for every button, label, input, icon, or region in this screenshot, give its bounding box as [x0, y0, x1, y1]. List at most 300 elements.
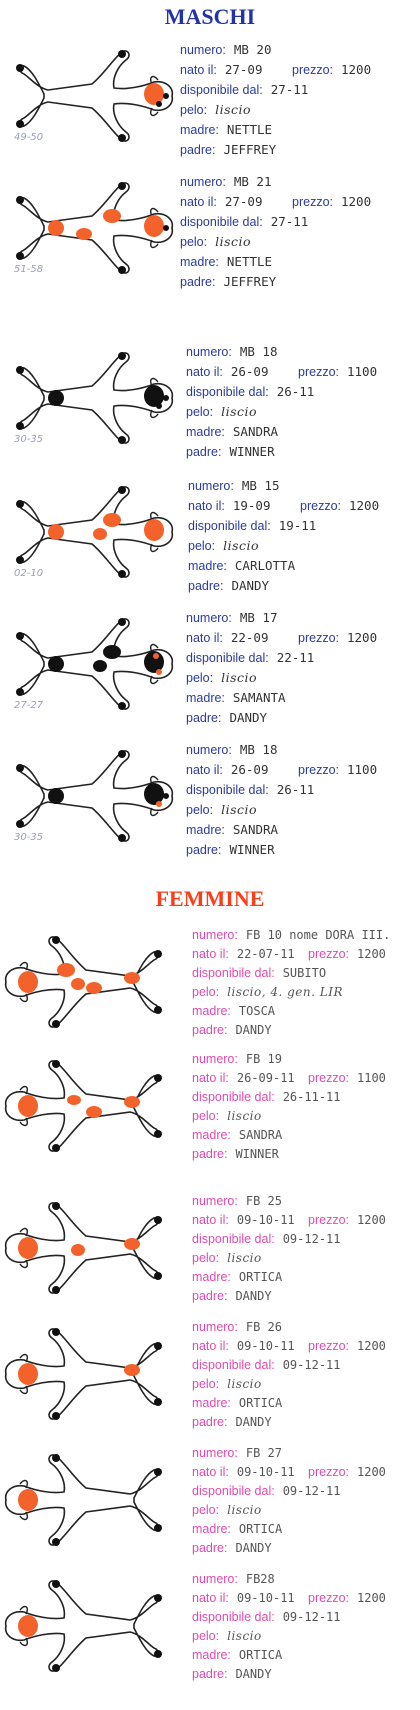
label-madre: madre:: [192, 1396, 231, 1410]
label-madre: madre:: [186, 691, 225, 705]
price-group: [308, 1211, 386, 1230]
coat-spot: [156, 101, 162, 107]
label-disponibile: disponibile dal:: [186, 385, 269, 399]
value-padre: DANDY: [231, 578, 270, 593]
info-row-padre: [192, 1021, 390, 1040]
value-pelo: liscio: [221, 802, 258, 817]
value-padre: DANDY: [235, 1023, 272, 1037]
label-disponibile: disponibile dal:: [192, 1232, 275, 1246]
label-prezzo: prezzo:: [298, 631, 339, 645]
label-numero: numero:: [192, 1320, 238, 1334]
coat-spot: [48, 656, 64, 672]
value-padre: DANDY: [235, 1415, 272, 1429]
label-nato: nato il:: [180, 195, 217, 209]
label-nato: nato il:: [192, 1339, 229, 1353]
coat-spot: [124, 1364, 140, 1376]
coat-spot: [93, 660, 107, 672]
label-disponibile: disponibile dal:: [192, 1610, 275, 1624]
info-row-numero: [180, 40, 308, 60]
value-nato: 09-10-11: [236, 1591, 295, 1605]
label-pelo: pelo:: [192, 985, 220, 999]
label-padre: padre:: [192, 1541, 228, 1555]
info-row-nato: [180, 192, 372, 212]
puppy-info: [192, 1192, 386, 1306]
info-row-numero: [186, 342, 314, 362]
info-row-madre: [192, 1520, 341, 1539]
puppy-info: [186, 342, 378, 462]
value-madre: ORTICA: [238, 1648, 283, 1662]
coat-spot: [18, 1237, 38, 1259]
size-note: 49-50: [14, 132, 44, 143]
info-row-nato: [186, 628, 378, 648]
puppy-info: [186, 608, 378, 728]
value-padre: WINNER: [229, 842, 275, 857]
value-numero: MB 20: [233, 42, 272, 57]
female-puppy-card: [0, 1188, 420, 1308]
info-row-disponibile: [180, 80, 308, 100]
value-prezzo: 1200: [349, 498, 380, 513]
label-nato: nato il:: [186, 365, 223, 379]
coat-spot: [93, 528, 107, 540]
label-numero: numero:: [186, 611, 232, 625]
info-row-nato: [192, 1463, 386, 1482]
info-row-padre: [186, 708, 314, 728]
value-prezzo: 1200: [357, 1339, 386, 1353]
price-group: [292, 192, 371, 212]
coat-spot: [124, 972, 140, 984]
label-pelo: pelo:: [192, 1251, 220, 1265]
info-row-madre: [186, 688, 314, 708]
size-note: 51-58: [14, 264, 44, 275]
size-note: 02-10: [14, 568, 44, 579]
label-numero: numero:: [192, 1194, 238, 1208]
puppy-drawing: [4, 1188, 174, 1308]
value-numero: FB 10 nome DORA III.: [245, 928, 391, 942]
info-row-disponibile: [186, 780, 314, 800]
value-prezzo: 1100: [347, 762, 378, 777]
value-nato: 19-09: [232, 498, 271, 513]
value-disponibile: 09-12-11: [282, 1232, 341, 1246]
label-numero: numero:: [180, 43, 226, 57]
value-padre: WINNER: [235, 1147, 279, 1161]
value-padre: DANDY: [229, 710, 268, 725]
label-disponibile: disponibile dal:: [186, 783, 269, 797]
value-pelo: liscio: [227, 1251, 262, 1265]
info-row-padre: [180, 140, 308, 160]
info-row-numero: [192, 1318, 341, 1337]
info-row-padre: [188, 576, 316, 596]
info-row-pelo: [192, 1107, 341, 1126]
puppy-drawing: [4, 1046, 174, 1166]
label-padre: padre:: [192, 1023, 228, 1037]
info-row-pelo: [192, 1375, 341, 1394]
coat-spot: [71, 978, 85, 990]
coat-spot: [144, 783, 164, 805]
coat-spot: [57, 963, 75, 977]
value-nato: 26-09-11: [236, 1071, 295, 1085]
value-madre: SANDRA: [232, 424, 279, 439]
label-madre: madre:: [186, 823, 225, 837]
value-pelo: liscio: [227, 1109, 262, 1123]
puppy-drawing: [4, 922, 174, 1042]
puppy-info: [192, 1318, 386, 1432]
label-padre: padre:: [186, 843, 222, 857]
label-pelo: pelo:: [192, 1629, 220, 1643]
label-disponibile: disponibile dal:: [188, 519, 271, 533]
label-pelo: pelo:: [188, 539, 216, 553]
info-row-pelo: [186, 800, 314, 820]
value-madre: CARLOTTA: [234, 558, 296, 573]
coat-spot: [144, 83, 164, 105]
coat-spot: [48, 220, 64, 236]
value-prezzo: 1200: [357, 1465, 386, 1479]
label-pelo: pelo:: [186, 405, 214, 419]
price-group: [308, 945, 386, 964]
coat-spot: [144, 385, 164, 407]
coat-spot: [124, 1096, 140, 1108]
label-madre: madre:: [188, 559, 227, 573]
info-row-pelo: [186, 668, 314, 688]
label-padre: padre:: [186, 711, 222, 725]
value-disponibile: SUBITO: [282, 966, 327, 980]
male-puppy-card: [0, 168, 420, 288]
label-disponibile: disponibile dal:: [186, 651, 269, 665]
value-prezzo: 1100: [347, 364, 378, 379]
label-nato: nato il:: [186, 631, 223, 645]
label-nato: nato il:: [188, 499, 225, 513]
info-row-disponibile: [192, 964, 390, 983]
size-note: 30-35: [14, 832, 44, 843]
value-prezzo: 1200: [357, 947, 386, 961]
coat-spot: [163, 93, 169, 99]
info-row-numero: [186, 740, 314, 760]
info-row-pelo: [180, 232, 308, 252]
info-row-pelo: [192, 1627, 341, 1646]
label-nato: nato il:: [186, 763, 223, 777]
male-puppy-card: [0, 736, 420, 856]
value-nato: 09-10-11: [236, 1213, 295, 1227]
male-puppy-card: [0, 338, 420, 458]
label-disponibile: disponibile dal:: [192, 1090, 275, 1104]
info-row-pelo: [186, 402, 314, 422]
label-numero: numero:: [192, 928, 238, 942]
info-row-numero: [192, 1570, 341, 1589]
label-numero: numero:: [180, 175, 226, 189]
value-madre: SAMANTA: [232, 690, 286, 705]
size-note: 27-27: [14, 700, 44, 711]
coat-spot: [25, 1490, 35, 1498]
info-row-numero: [192, 1444, 341, 1463]
info-row-disponibile: [192, 1608, 341, 1627]
coat-spot: [48, 390, 64, 406]
info-row-disponibile: [192, 1356, 341, 1375]
label-nato: nato il:: [192, 1213, 229, 1227]
value-pelo: liscio: [227, 1503, 262, 1517]
label-nato: nato il:: [192, 1465, 229, 1479]
puppy-info: [188, 476, 380, 596]
female-puppy-card: [0, 1566, 420, 1686]
label-pelo: pelo:: [192, 1109, 220, 1123]
male-puppy-card: [0, 36, 420, 156]
coat-spot: [76, 228, 92, 240]
puppy-drawing: [4, 1440, 174, 1560]
value-numero: FB 25: [245, 1194, 282, 1208]
value-prezzo: 1200: [357, 1591, 386, 1605]
label-numero: numero:: [188, 479, 234, 493]
info-row-nato: [192, 1337, 386, 1356]
info-row-pelo: [188, 536, 316, 556]
female-puppy-card: [0, 1314, 420, 1434]
info-row-numero: [192, 1192, 341, 1211]
value-madre: ORTICA: [238, 1522, 283, 1536]
value-padre: JEFFREY: [223, 274, 277, 289]
label-disponibile: disponibile dal:: [192, 1358, 275, 1372]
value-disponibile: 09-12-11: [282, 1610, 341, 1624]
info-row-nato: [186, 362, 378, 382]
info-row-pelo: [192, 1249, 341, 1268]
puppy-info: [180, 172, 372, 292]
value-disponibile: 09-12-11: [282, 1358, 341, 1372]
info-row-numero: [180, 172, 308, 192]
value-pelo: liscio: [221, 404, 258, 419]
label-padre: padre:: [192, 1415, 228, 1429]
label-prezzo: prezzo:: [308, 1465, 349, 1479]
info-row-nato: [192, 1211, 386, 1230]
label-nato: nato il:: [192, 947, 229, 961]
label-padre: padre:: [192, 1147, 228, 1161]
price-group: [298, 362, 377, 382]
value-numero: MB 21: [233, 174, 272, 189]
value-prezzo: 1200: [357, 1213, 386, 1227]
label-prezzo: prezzo:: [308, 1591, 349, 1605]
male-puppy-card: [0, 604, 420, 724]
label-prezzo: prezzo:: [298, 365, 339, 379]
label-pelo: pelo:: [180, 103, 208, 117]
value-disponibile: 19-11: [278, 518, 317, 533]
label-disponibile: disponibile dal:: [180, 83, 263, 97]
info-row-padre: [192, 1665, 341, 1684]
info-row-disponibile: [186, 648, 314, 668]
value-nato: 27-09: [224, 194, 263, 209]
value-nato: 09-10-11: [236, 1339, 295, 1353]
label-prezzo: prezzo:: [308, 1071, 349, 1085]
label-prezzo: prezzo:: [308, 947, 349, 961]
value-padre: JEFFREY: [223, 142, 277, 157]
info-row-disponibile: [188, 516, 316, 536]
puppy-info: [192, 1444, 386, 1558]
value-prezzo: 1200: [347, 630, 378, 645]
value-numero: MB 18: [239, 742, 278, 757]
value-numero: MB 15: [241, 478, 280, 493]
label-madre: madre:: [192, 1648, 231, 1662]
info-row-disponibile: [192, 1088, 341, 1107]
coat-spot: [156, 801, 162, 807]
value-numero: FB28: [245, 1572, 275, 1586]
females-section-title: FEMMINE: [155, 886, 265, 911]
price-group: [308, 1589, 386, 1608]
label-prezzo: prezzo:: [308, 1339, 349, 1353]
value-nato: 26-09: [230, 762, 269, 777]
value-madre: ORTICA: [238, 1270, 283, 1284]
value-numero: FB 19: [245, 1052, 282, 1066]
info-row-nato: [192, 1069, 386, 1088]
label-nato: nato il:: [192, 1071, 229, 1085]
info-row-madre: [180, 120, 308, 140]
info-row-madre: [188, 556, 316, 576]
coat-spot: [144, 519, 164, 541]
value-disponibile: 26-11-11: [282, 1090, 341, 1104]
puppy-info: [192, 926, 390, 1040]
value-prezzo: 1200: [341, 62, 372, 77]
value-madre: NETTLE: [226, 122, 273, 137]
male-puppy-card: [0, 472, 420, 592]
label-numero: numero:: [192, 1052, 238, 1066]
coat-spot: [144, 215, 164, 237]
info-row-numero: [186, 608, 314, 628]
puppy-info: [192, 1050, 386, 1164]
info-row-padre: [186, 442, 314, 462]
coat-spot: [18, 971, 38, 993]
label-prezzo: prezzo:: [292, 195, 333, 209]
coat-spot: [71, 1244, 85, 1256]
info-row-disponibile: [192, 1482, 341, 1501]
value-disponibile: 26-11: [276, 782, 315, 797]
info-row-madre: [192, 1126, 341, 1145]
value-prezzo: 1100: [357, 1071, 386, 1085]
value-nato: 22-09: [230, 630, 269, 645]
info-row-padre: [192, 1539, 341, 1558]
coat-spot: [48, 788, 64, 804]
value-nato: 22-07-11: [236, 947, 295, 961]
info-row-nato: [192, 1589, 386, 1608]
price-group: [308, 1069, 386, 1088]
price-group: [308, 1463, 386, 1482]
label-padre: padre:: [192, 1289, 228, 1303]
value-pelo: liscio: [223, 538, 260, 553]
female-puppy-card: [0, 922, 420, 1042]
female-puppy-card: [0, 1046, 420, 1166]
value-disponibile: 09-12-11: [282, 1484, 341, 1498]
label-numero: numero:: [192, 1446, 238, 1460]
coat-spot: [124, 1238, 140, 1250]
label-pelo: pelo:: [186, 803, 214, 817]
label-madre: madre:: [192, 1522, 231, 1536]
value-pelo: liscio: [221, 670, 258, 685]
value-madre: ORTICA: [238, 1396, 283, 1410]
label-prezzo: prezzo:: [300, 499, 341, 513]
price-group: [298, 760, 377, 780]
info-row-numero: [188, 476, 316, 496]
value-madre: NETTLE: [226, 254, 273, 269]
coat-spot: [67, 1095, 81, 1105]
label-disponibile: disponibile dal:: [180, 215, 263, 229]
value-disponibile: 26-11: [276, 384, 315, 399]
info-row-numero: [192, 926, 390, 945]
value-madre: SANDRA: [232, 822, 279, 837]
price-group: [298, 628, 377, 648]
label-madre: madre:: [180, 255, 219, 269]
info-row-padre: [180, 272, 308, 292]
label-numero: numero:: [192, 1572, 238, 1586]
value-pelo: liscio: [215, 234, 252, 249]
value-numero: MB 17: [239, 610, 278, 625]
puppy-info: [192, 1570, 386, 1684]
info-row-disponibile: [186, 382, 314, 402]
female-puppy-card: [0, 1440, 420, 1560]
label-padre: padre:: [180, 143, 216, 157]
info-row-madre: [192, 1002, 390, 1021]
info-row-disponibile: [180, 212, 308, 232]
label-nato: nato il:: [180, 63, 217, 77]
info-row-nato: [192, 945, 390, 964]
value-prezzo: 1200: [341, 194, 372, 209]
value-madre: SANDRA: [238, 1128, 283, 1142]
value-disponibile: 27-11: [270, 214, 309, 229]
info-row-madre: [192, 1394, 341, 1413]
coat-spot: [153, 653, 159, 659]
puppy-info: [186, 740, 378, 860]
label-madre: madre:: [186, 425, 225, 439]
value-nato: 26-09: [230, 364, 269, 379]
info-row-madre: [192, 1646, 341, 1665]
label-numero: numero:: [186, 743, 232, 757]
info-row-madre: [180, 252, 308, 272]
value-padre: DANDY: [235, 1289, 272, 1303]
value-nato: 27-09: [224, 62, 263, 77]
value-numero: MB 18: [239, 344, 278, 359]
info-row-pelo: [192, 1501, 341, 1520]
info-row-pelo: [180, 100, 308, 120]
value-padre: DANDY: [235, 1541, 272, 1555]
value-numero: FB 27: [245, 1446, 282, 1460]
label-pelo: pelo:: [180, 235, 208, 249]
label-numero: numero:: [186, 345, 232, 359]
label-prezzo: prezzo:: [308, 1213, 349, 1227]
label-madre: madre:: [192, 1270, 231, 1284]
value-disponibile: 22-11: [276, 650, 315, 665]
info-row-nato: [186, 760, 378, 780]
label-pelo: pelo:: [186, 671, 214, 685]
info-row-madre: [192, 1268, 341, 1287]
label-disponibile: disponibile dal:: [192, 1484, 275, 1498]
coat-spot: [48, 524, 64, 540]
puppy-drawing: [4, 1566, 174, 1686]
price-group: [308, 1337, 386, 1356]
value-padre: DANDY: [235, 1667, 272, 1681]
info-row-padre: [186, 840, 314, 860]
label-disponibile: disponibile dal:: [192, 966, 275, 980]
label-madre: madre:: [180, 123, 219, 137]
info-row-padre: [192, 1287, 341, 1306]
puppy-info: [180, 40, 372, 160]
coat-spot: [163, 793, 169, 799]
label-padre: padre:: [192, 1667, 228, 1681]
label-madre: madre:: [192, 1128, 231, 1142]
label-padre: padre:: [188, 579, 224, 593]
price-group: [300, 496, 379, 516]
label-nato: nato il:: [192, 1591, 229, 1605]
coat-spot: [156, 669, 162, 675]
info-row-disponibile: [192, 1230, 341, 1249]
coat-spot: [103, 513, 121, 527]
info-row-madre: [186, 422, 314, 442]
label-prezzo: prezzo:: [298, 763, 339, 777]
value-padre: WINNER: [229, 444, 275, 459]
label-padre: padre:: [180, 275, 216, 289]
info-row-nato: [188, 496, 380, 516]
info-row-padre: [192, 1413, 341, 1432]
info-row-nato: [180, 60, 372, 80]
